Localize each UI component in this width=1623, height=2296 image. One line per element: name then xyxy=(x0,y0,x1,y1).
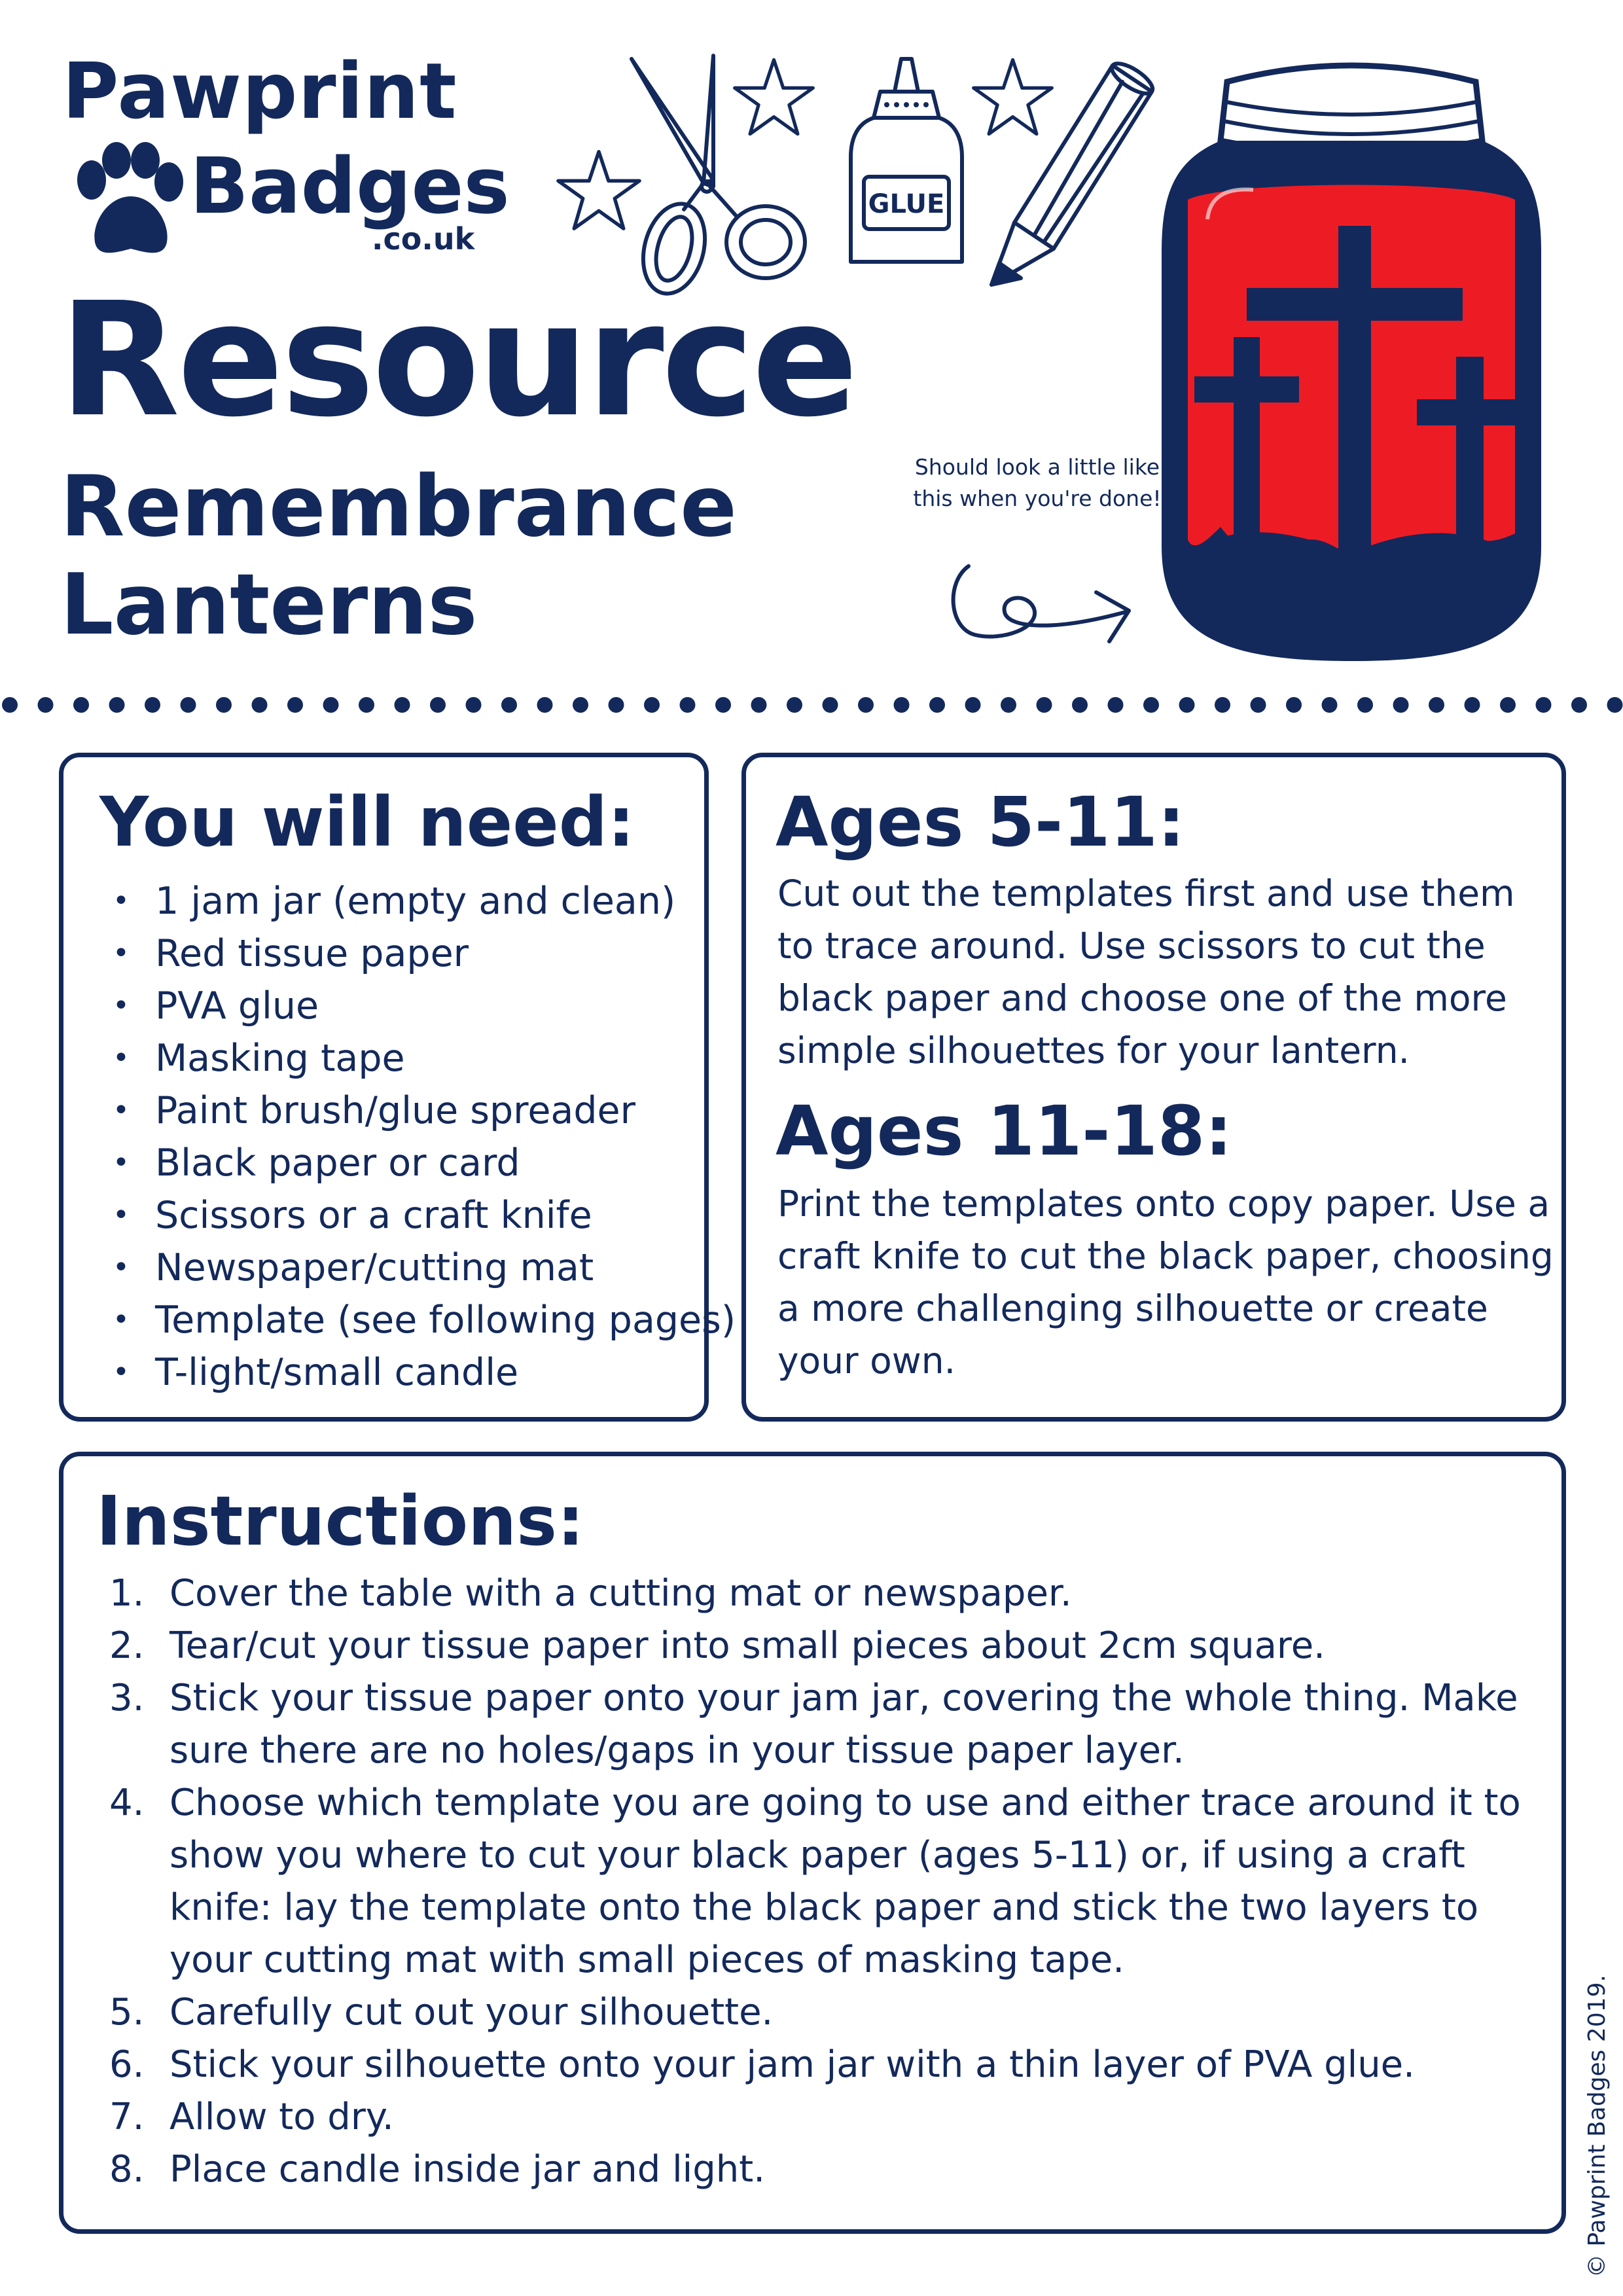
materials-list xyxy=(113,875,736,1399)
step-text: Allow to dry. xyxy=(169,2096,394,2138)
page-subtitle xyxy=(60,458,737,655)
glue-bottle-icon xyxy=(841,52,972,275)
glue-label: GLUE xyxy=(868,189,945,219)
ages-11-18-heading: Ages 11-18: xyxy=(776,1091,1232,1171)
instructions-list xyxy=(109,1568,1536,2196)
list-item: • Paint brush/glue spreader xyxy=(113,1085,736,1137)
step-number: 6. xyxy=(109,2043,145,2086)
instruction-step xyxy=(109,1568,1536,1620)
instruction-step xyxy=(109,2144,1536,2196)
step-text: Stick your tissue paper onto your jam jar, covering the whole thing. Make sure there are no holes/gaps in your tissue paper layer. xyxy=(169,1677,1518,1772)
instruction-step xyxy=(109,1672,1536,1777)
logo-text-pawprint: Pawprint xyxy=(62,46,457,136)
step-text: Tear/cut your tissue paper into small pieces about 2cm square. xyxy=(169,1624,1325,1667)
instruction-step xyxy=(109,2039,1536,2091)
list-item: • T-light/small candle xyxy=(113,1346,736,1399)
step-number: 8. xyxy=(109,2148,145,2191)
step-number: 2. xyxy=(109,1624,145,1667)
ages-5-11-heading: Ages 5-11: xyxy=(776,782,1185,862)
step-number: 7. xyxy=(109,2096,145,2138)
list-item: • 1 jam jar (empty and clean) xyxy=(113,875,736,927)
list-item: • Newspaper/cutting mat xyxy=(113,1242,736,1294)
list-item: • Red tissue paper xyxy=(113,927,736,980)
curly-arrow-icon xyxy=(942,556,1139,655)
list-item: • Black paper or card xyxy=(113,1137,736,1189)
example-note: Should look a little like this when you're done! xyxy=(913,454,1162,511)
list-item: • Masking tape xyxy=(113,1032,736,1085)
subtitle-line: Remembrance xyxy=(60,458,737,556)
step-number: 5. xyxy=(109,1991,145,2034)
ages-11-18-text: Print the templates onto copy paper. Use a craft knife to cut the black paper, choosing a more challenging silhouette or create your own. xyxy=(777,1183,1554,1382)
jar-lantern-illustration xyxy=(1149,56,1554,668)
pencil-icon xyxy=(982,52,1165,301)
logo-text-badges: Badges xyxy=(190,141,510,231)
scissors-icon xyxy=(605,52,815,301)
list-item: • Template (see following pages) xyxy=(113,1294,736,1346)
dotted-divider xyxy=(0,695,1623,715)
step-text: Choose which template you are going to use and either trace around it to show you where to cut your black paper (ages 5-11) or, if using a craft knife: lay the template onto the black paper and stick the two layers to your cutting mat with small pieces of masking tape. xyxy=(169,1782,1521,1981)
step-number: 1. xyxy=(109,1572,145,1615)
materials-heading: You will need: xyxy=(99,782,635,862)
step-text: Carefully cut out your silhouette. xyxy=(169,1991,774,2034)
step-number: 4. xyxy=(109,1782,145,1824)
instructions-panel xyxy=(59,1452,1566,2234)
list-item: • PVA glue xyxy=(113,980,736,1032)
instruction-step xyxy=(109,1986,1536,2039)
instruction-step xyxy=(109,1620,1536,1672)
subtitle-line: Lanterns xyxy=(60,556,478,654)
step-text: Place candle inside jar and light. xyxy=(169,2148,765,2191)
materials-panel xyxy=(59,753,736,1422)
age-guidance-panel xyxy=(741,753,1566,1422)
ages-5-11-text: Cut out the templates first and use them to trace around. Use scissors to cut the black paper and choose one of the more simple silhouettes for your lantern. xyxy=(777,872,1515,1071)
step-number: 3. xyxy=(109,1677,145,1719)
copyright-notice: © Pawprint Badges 2019. xyxy=(1584,1975,1611,2278)
page-title: Resource xyxy=(59,268,856,452)
paw-print-icon xyxy=(72,144,183,262)
instruction-step xyxy=(109,2091,1536,2144)
step-text: Cover the table with a cutting mat or newspaper. xyxy=(169,1572,1072,1615)
instructions-heading: Instructions: xyxy=(96,1481,584,1561)
list-item: • Scissors or a craft knife xyxy=(113,1189,736,1242)
instruction-step xyxy=(109,1777,1536,1986)
logo-text-domain: .co.uk xyxy=(372,221,475,257)
step-text: Stick your silhouette onto your jam jar with a thin layer of PVA glue. xyxy=(169,2043,1415,2086)
